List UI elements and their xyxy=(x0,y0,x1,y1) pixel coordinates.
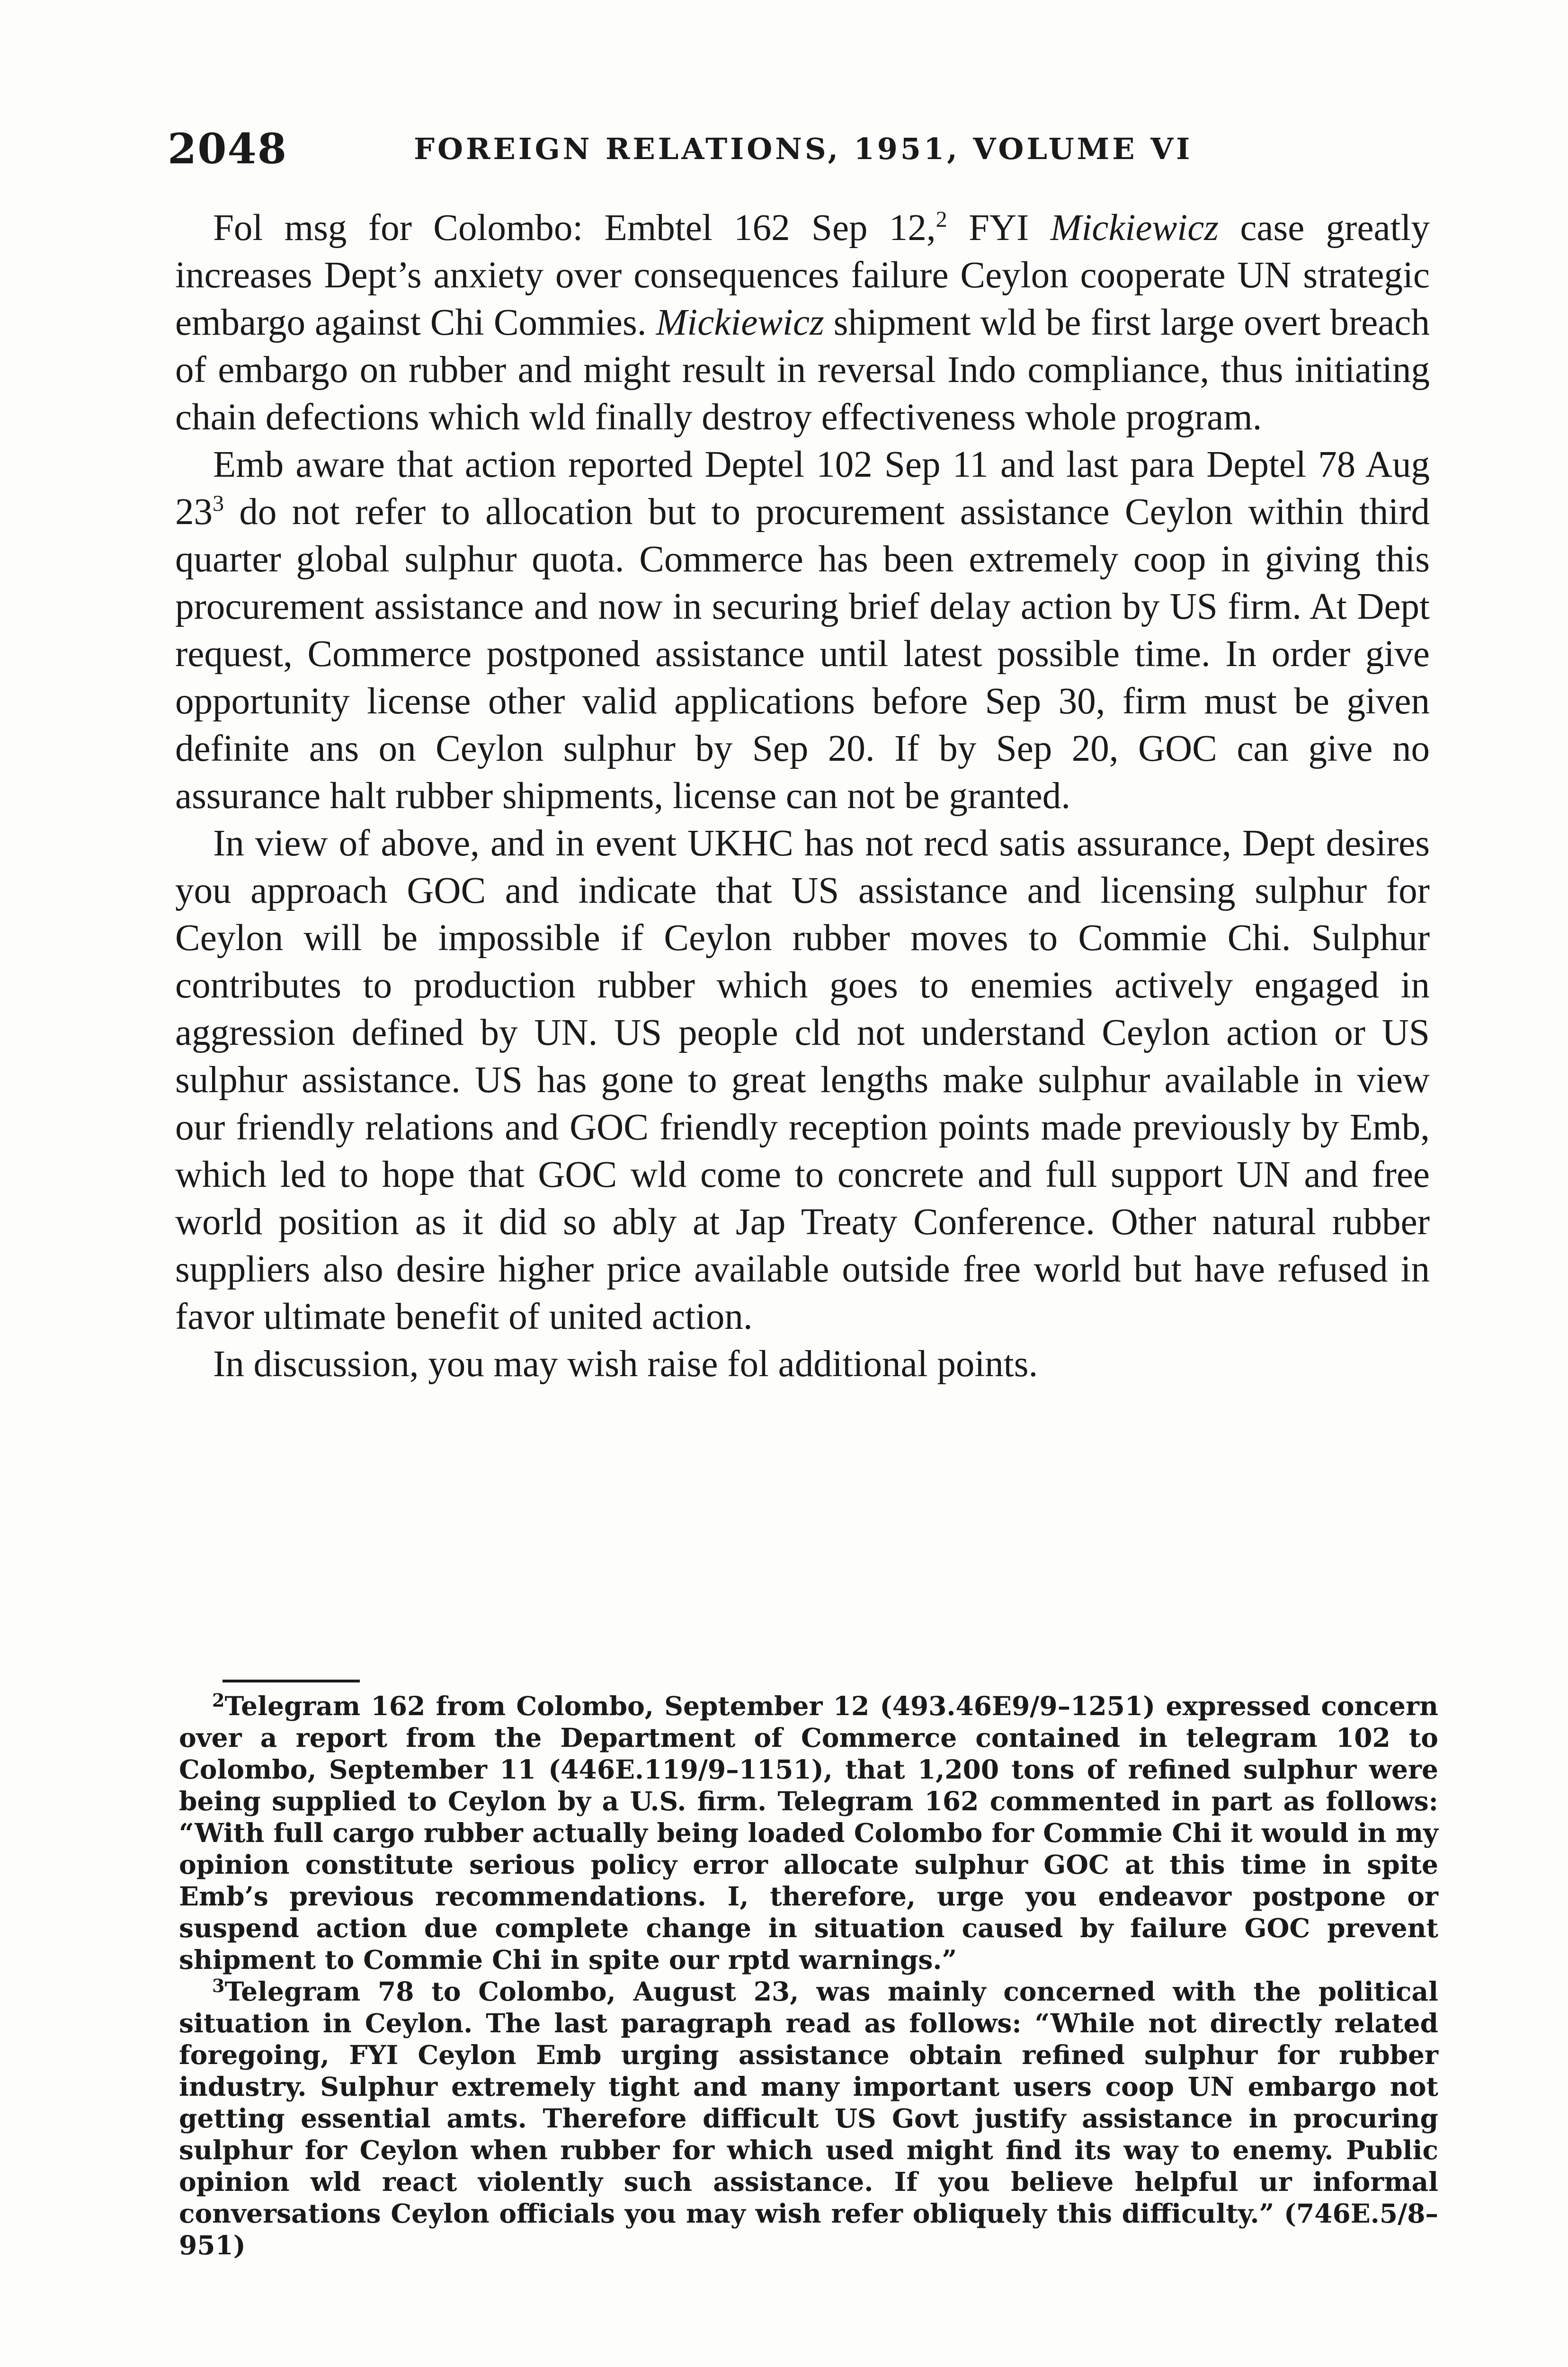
footnote-mark: 2 xyxy=(212,1690,225,1711)
footnote-3 xyxy=(179,1975,1438,2261)
ship-name-italic-2: Mickiewicz xyxy=(656,302,824,343)
body-text xyxy=(175,205,1430,1388)
paragraph-2-tail: do not refer to allocation but to procurement assistance Ceylon within third quarter global sulphur quota. Commerce has been extremely coop in giving this procurement assistance and now in securing brief delay action by US firm. At Dept request, Commerce postponed assistance until latest possible time. In order give opportunity license other valid applications before Sep 30, firm must be given definite ans on Ceylon sulphur by Sep 20. If by Sep 20, GOC can give no assurance halt rubber shipments, license can not be granted. xyxy=(175,491,1430,817)
running-head: FOREIGN RELATIONS, 1951, VOLUME VI xyxy=(414,132,1193,166)
footnote-divider xyxy=(223,1680,360,1682)
ship-name-italic: Mickiewicz xyxy=(1050,207,1219,249)
footnote-text: Telegram 78 to Colombo, August 23, was mainly concerned with the political situation in Ceylon. The last paragraph read as follows: “While not directly related foregoing, FYI Ceylon Emb urging assistance obtain refined sulphur for rubber industry. Sulphur extremely tight and many important users coop UN embargo not getting essential amts. Therefore difficult US Govt justify assistance in procuring sulphur for Ceylon when rubber for which used might find its way to enemy. Public opinion wld react violently such assistance. If you believe helpful ur informal conversations Ceylon officials you may wish refer obliquely this difficulty.” (746E.5/8–951) xyxy=(179,1976,1438,2260)
paragraph-1 xyxy=(175,205,1430,441)
footnote-ref-3: 3 xyxy=(213,491,224,516)
footnote-text: Telegram 162 from Colombo, September 12 (493.46E9/9–1251) expressed concern over a report from the Department of Commerce contained in telegram 102 to Colombo, September 11 (446E.119/9–1151), that 1,200 tons of refined sulphur were being supplied to Ceylon by a U.S. firm. Telegram 162 commented in part as follows: “With full cargo rubber actually being loaded Colombo for Commie Chi it would in my opinion constitute serious policy error allocate sulphur GOC at this time in spite Emb’s previous recommendations. I, therefore, urge you endeavor postpone or suspend action due complete change in situation caused by failure GOC prevent shipment to Commie Chi in spite our rptd warnings.” xyxy=(179,1691,1438,1975)
paragraph-4: In discussion, you may wish raise fol additional points. xyxy=(213,1344,1038,1385)
footnote-mark: 3 xyxy=(212,1975,225,1996)
paragraph-2 xyxy=(175,441,1430,820)
paragraph-1-mid: FYI xyxy=(947,207,1051,249)
footnote-2 xyxy=(179,1690,1438,1975)
footnotes xyxy=(179,1690,1438,2261)
page-number: 2048 xyxy=(168,124,287,173)
footnote-ref-2: 2 xyxy=(935,207,947,232)
paragraph-1-lead: Fol msg for Colombo: Embtel 162 Sep 12, xyxy=(213,207,936,249)
paragraph-1-mid2: case greatly increases Dept’s anxiety over consequences failure Ceylon cooperate UN strategic embargo against Chi Commies. xyxy=(175,207,1430,343)
paragraph-1-tail: shipment wld be first large overt breach of embargo on rubber and might result in reversal Indo compliance, thus initiating chain defections which wld finally destroy effectiveness whole program. xyxy=(175,302,1430,438)
paragraph-3: In view of above, and in event UKHC has not recd satis assurance, Dept desires you approach GOC and indicate that US assistance and licensing sulphur for Ceylon will be impossible if Ceylon rubber moves to Commie Chi. Sulphur contributes to production rubber which goes to enemies actively engaged in aggression defined by UN. US people cld not understand Ceylon action or US sulphur assistance. US has gone to great lengths make sulphur available in view our friendly relations and GOC friendly reception points made previously by Emb, which led to hope that GOC wld come to concrete and full support UN and free world position as it did so ably at Jap Treaty Conference. Other natural rubber suppliers also desire higher price available outside free world but have refused in favor ultimate benefit of united action. xyxy=(175,823,1430,1337)
page-header xyxy=(168,124,1427,176)
paragraph-2-lead: Emb aware that action reported Deptel 102 Sep 11 and last para Deptel 78 Aug 23 xyxy=(175,444,1430,533)
